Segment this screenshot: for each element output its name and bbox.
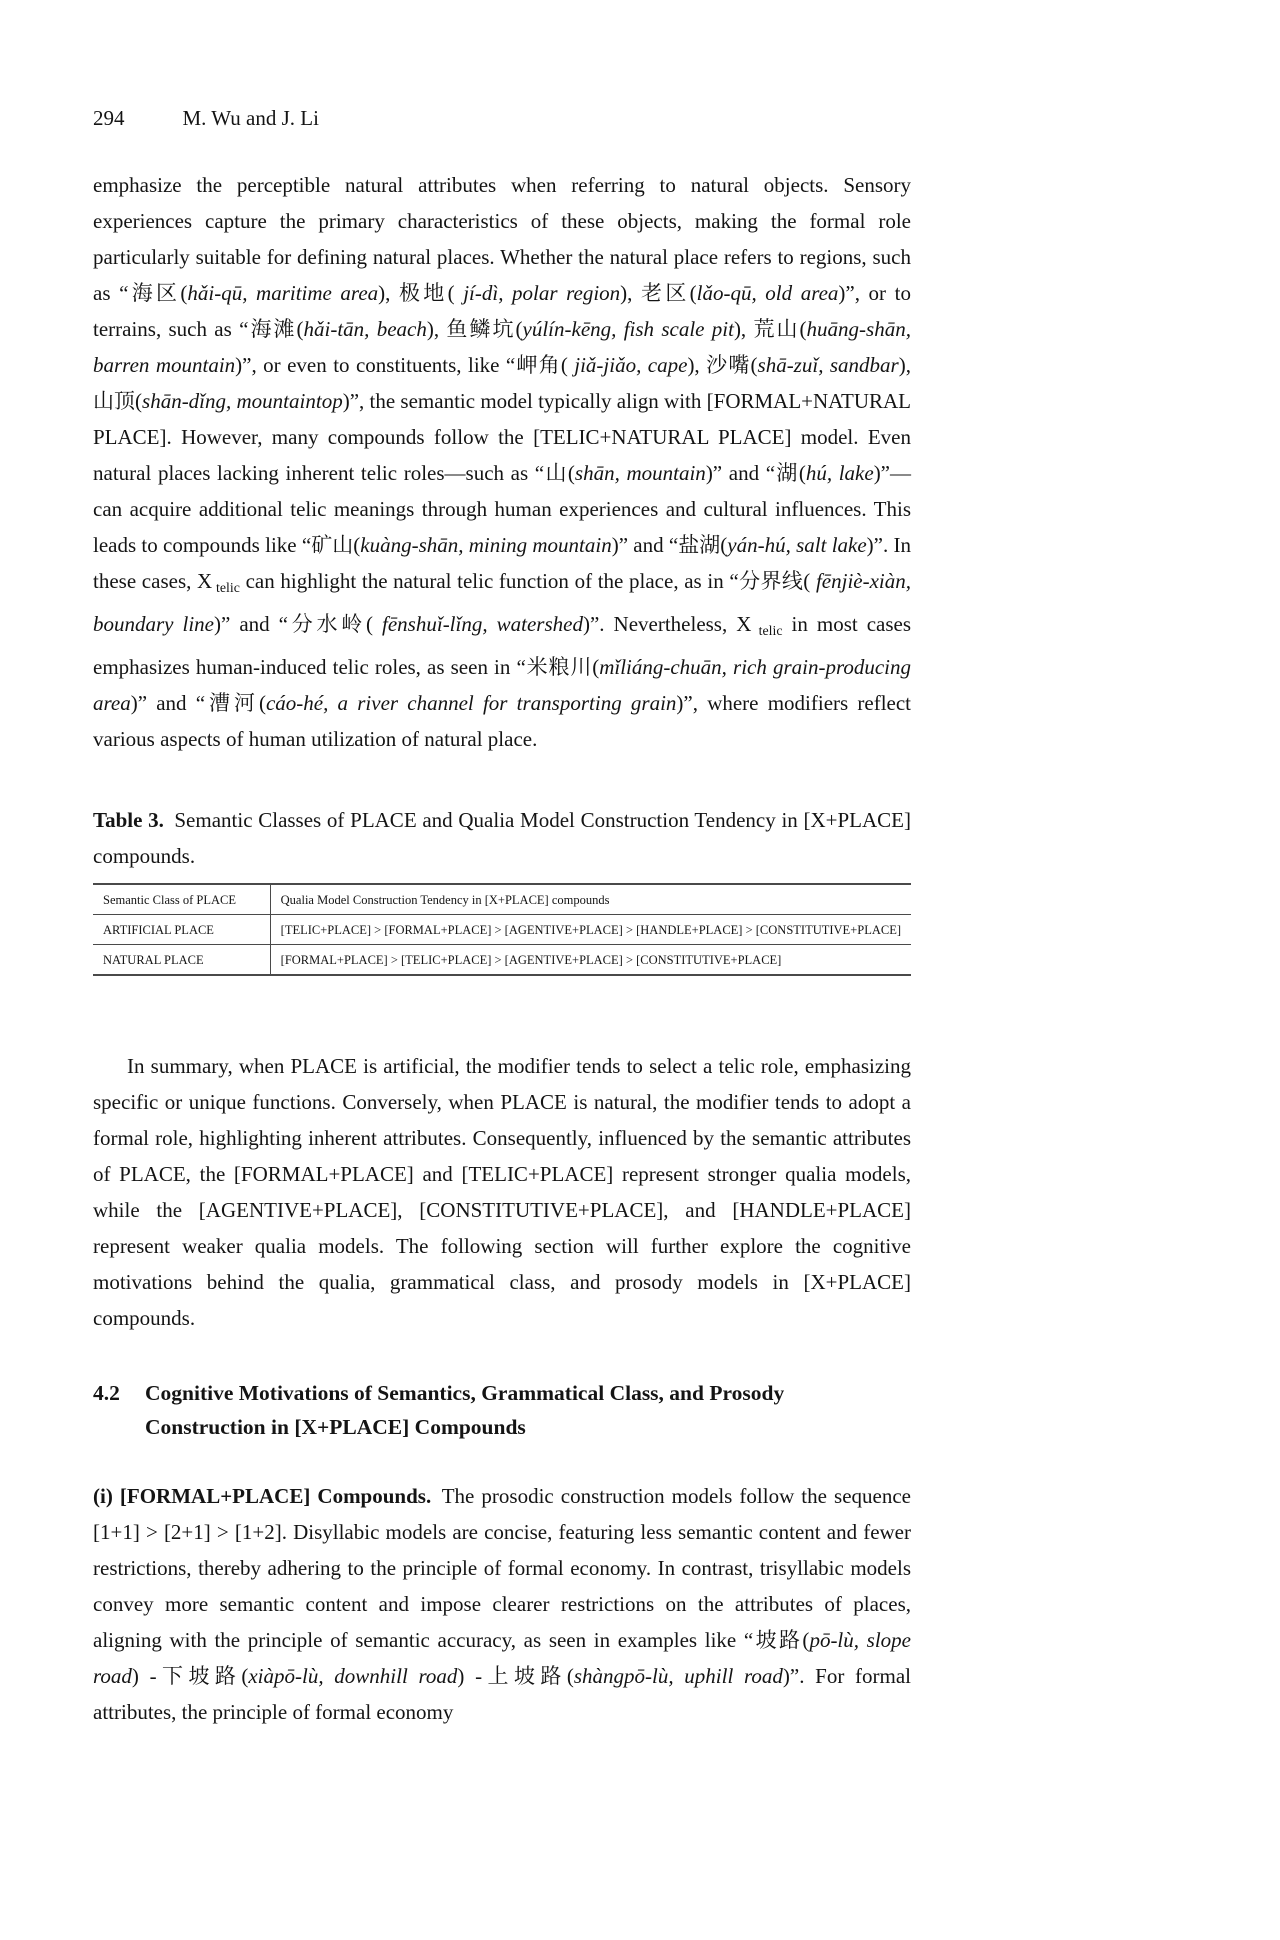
text-segment: ) -上坡路(	[457, 1663, 574, 1688]
text-segment: )”, where modifiers reflect various aspects of human utilization of natural place.	[93, 690, 912, 751]
text-segment: telic	[212, 579, 240, 595]
table3-col-header-semantic-class: Semantic Class of PLACE	[93, 884, 270, 915]
text-segment: huāng-shān, barren mountain	[93, 317, 911, 377]
text-segment: yán-hú, salt lake	[727, 533, 867, 557]
paragraph-summary: In summary, when PLACE is artificial, the modifier tends to select a telic role, emphasizing specific or unique functions. Conversely, when PLACE is natural, the modifier tends to adopt a formal role, highlighting inherent attributes. Consequently, influenced by the semantic attributes of PLACE, the [FORMAL+PLACE] and [TELIC+PLACE] represent stronger qualia models, while the [AGENTIVE+PLACE], [CONSTITUTIVE+PLACE], and [HANDLE+PLACE] represent weaker qualia models. The following section will further explore the cognitive motivations behind the qualia, grammatical class, and prosody models in [X+PLACE] compounds.	[93, 1053, 911, 1330]
text-segment: ) -下坡路(	[131, 1663, 249, 1688]
table3-cell-class: NATURAL PLACE	[93, 944, 270, 975]
text-segment: )” and “盐湖(	[611, 533, 728, 557]
text-segment: cáo-hé, a river channel for transporting grain	[265, 690, 677, 715]
table3-caption	[93, 802, 911, 874]
text-segment: )”, the semantic model typically align with [FORMAL+NATURAL PLACE]. However, many compounds follow the [TELIC+NATURAL PLACE] model. Even natural places lacking inherent telic roles—such as “山(	[93, 389, 911, 485]
text-segment: kuàng-shān, mining mountain	[360, 533, 612, 557]
text-segment: hú, lake	[805, 461, 874, 485]
text-segment: )” and “分水岭(	[214, 611, 383, 636]
text-segment: )”. In these cases, X	[93, 533, 911, 593]
text-segment: (i) [FORMAL+PLACE] Compounds.	[93, 1483, 432, 1508]
text-segment: jí-dì, polar region	[463, 281, 621, 305]
text-segment: ), 山顶(	[93, 353, 911, 413]
text-segment: shàngpō-lù, uphill road	[573, 1663, 783, 1688]
table3-row-natural-place	[93, 944, 911, 975]
paper-page	[93, 0, 911, 1730]
paragraph-formal-place-compounds	[93, 1478, 911, 1730]
text-segment: )” and “湖(	[705, 461, 806, 485]
text-segment: )”—can acquire additional telic meanings through human experiences and cultural influences. This leads to compounds like “矿山(	[93, 461, 912, 557]
text-segment: lǎo-qū, old area	[696, 281, 839, 305]
text-segment: )”. For formal attributes, the principle of formal economy	[93, 1663, 911, 1724]
section-number: 4.2	[93, 1380, 120, 1405]
table3-cell-class: ARTIFICIAL PLACE	[93, 914, 270, 944]
text-segment: emphasize the perceptible natural attributes when referring to natural objects. Sensory experiences capture the primary characteristics of these objects, making the formal role particularly suitable for defining natural places. Whether the natural place refers to regions, such as “海区(	[93, 173, 911, 305]
text-segment: shān, mountain	[574, 461, 706, 485]
text-segment: The prosodic construction models follow the sequence [1+1] > [2+1] > [1+2]. Disyllabic models are concise, featuring less semantic content and fewer restrictions, thereby adhering to the principle of formal economy. In contrast, trisyllabic models convey more semantic content and impose clearer restrictions on the attributes of places, aligning with the principle of semantic accuracy, as seen in examples like “坡路(	[93, 1483, 911, 1652]
page-header	[93, 0, 911, 133]
text-segment: Semantic Classes of PLACE and Qualia Model Construction Tendency in [X+PLACE] compounds.	[93, 807, 911, 868]
text-segment: ), 老区(	[620, 281, 697, 305]
text-segment: can highlight the natural telic function of the place, as in “分界线(	[239, 569, 816, 593]
text-segment: )” and “漕河(	[130, 690, 266, 715]
text-segment: Table 3.	[93, 807, 164, 832]
text-segment: xiàpō-lù, downhill road	[248, 1663, 458, 1688]
text-segment: ), 极地(	[378, 281, 464, 305]
text-segment: hǎi-tān, beach	[303, 317, 427, 341]
text-segment: )”. Nevertheless, X	[582, 611, 752, 636]
table3-cell-tendency: [FORMAL+PLACE] > [TELIC+PLACE] > [AGENTIVE+PLACE] > [CONSTITUTIVE+PLACE]	[280, 952, 782, 967]
text-segment: yúlín-kēng, fish scale pit	[522, 317, 734, 341]
text-segment: telic	[751, 622, 783, 638]
text-segment: ), 鱼鳞坑(	[426, 317, 523, 341]
paragraph-natural-place	[93, 167, 911, 757]
page-number: 294	[93, 106, 125, 130]
text-segment: shā-zuǐ, sandbar	[757, 353, 899, 377]
section-title: Cognitive Motivations of Semantics, Grammatical Class, and Prosody Construction in [X+PLACE] Compounds	[145, 1380, 785, 1439]
table3	[93, 883, 911, 976]
section-heading-4-2	[93, 1376, 911, 1444]
table3-row-artificial-place	[93, 914, 911, 944]
text-segment: ), 荒山(	[733, 317, 807, 341]
text-segment: fēnjiè-xiàn, boundary line	[93, 569, 912, 636]
text-segment: shān-dǐng, mountaintop	[142, 389, 343, 413]
text-segment: jiǎ-jiǎo, cape	[574, 353, 688, 377]
text-segment: in most cases emphasizes human-induced telic roles, as seen in “米粮川(	[93, 611, 912, 679]
text-segment: mǐliáng-chuān, rich grain-producing area	[93, 654, 912, 715]
text-segment: fēnshuǐ-lǐng, watershed	[382, 611, 583, 636]
text-segment: pō-lù, slope road	[93, 1627, 911, 1688]
table3-cell-tendency: [TELIC+PLACE] > [FORMAL+PLACE] > [AGENTIVE+PLACE] > [HANDLE+PLACE] > [CONSTITUTIVE+PLACE]	[270, 914, 911, 944]
text-segment: )”, or to terrains, such as “海滩(	[93, 281, 911, 341]
text-segment: )”, or even to constituents, like “岬角(	[235, 353, 575, 377]
text-segment: ), 沙嘴(	[687, 353, 758, 377]
table3-col-header-qualia-tendency: Qualia Model Construction Tendency in [X+PLACE] compounds	[270, 884, 911, 915]
running-authors: M. Wu and J. Li	[182, 106, 319, 130]
text-segment: hǎi-qū, maritime area	[187, 281, 379, 305]
table3-header-row	[93, 884, 911, 915]
